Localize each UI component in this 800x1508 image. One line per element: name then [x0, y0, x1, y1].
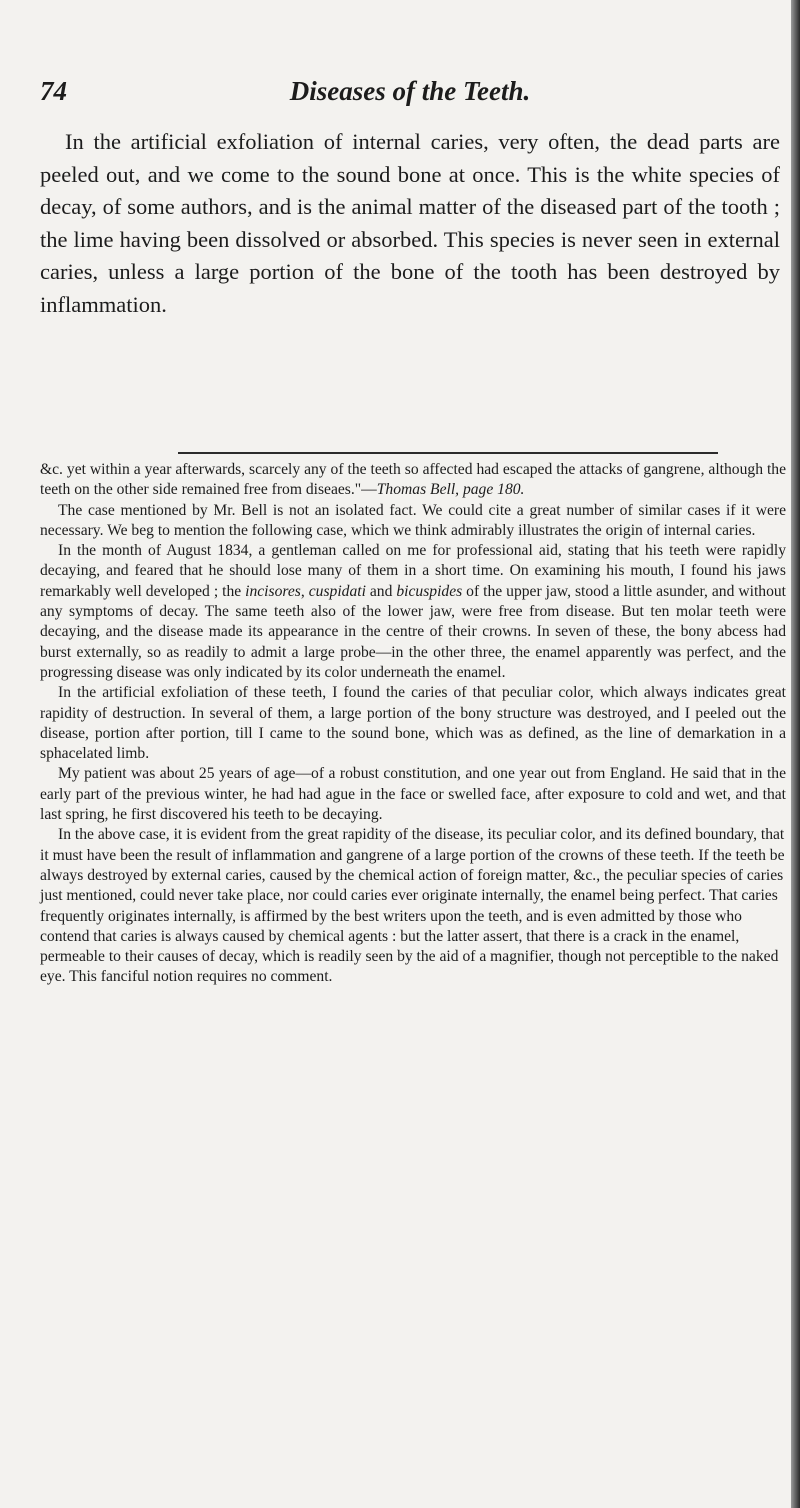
footnote-paragraph-6: In the above case, it is evident from the great rapidity of the disease, its peculiar color, and its defined boundary, that it must have been the result of inflammation and gangrene of a large portion of the crowns of these teeth. If the teeth be always destroyed by external caries, caused by the chemical action of foreign matter, &c., the peculiar species of caries just mentioned, could never take place, nor could caries ever originate internally, the enamel being perfect. That caries frequently originates internally, is affirmed by the best writers upon the teeth, and is even admitted by those who contend that caries is always caused by chemical agents : but the latter assert, that there is a crack in the enamel, permeable to their causes of decay, which is readily seen by the aid of a magnifier, though not perceptible to the naked eye. This fanciful notion requires no comment.	[40, 826, 785, 986]
footnote-divider	[178, 452, 718, 454]
footnote-text: of the upper jaw, stood a little asunder, and without any symptoms of decay. The same teeth also of the lower jaw, were free from disease. But ten molar teeth were decaying, and the disease made its appearance in the centre of their crowns. In seven of these, the bony abcess had burst externally, so as readily to admit a large probe—in the other three, the enamel apparently was perfect, and the progressing disease was only indicated by its color underneath the enamel.	[40, 582, 787, 681]
footnote-paragraph-2: The case mentioned by Mr. Bell is not an isolated fact. We could cite a great number of similar cases if it were necessary. We beg to mention the following case, which we think admirably illustrates the origin of internal caries.	[40, 501, 786, 539]
main-paragraph: In the artificial exfoliation of internal caries, very often, the dead parts are peeled out, and we come to the sound bone at once. This is the white species of decay, of some authors, and is the animal matter of the diseased part of the tooth ; the lime having been dissolved or absorbed. This species is never seen in external caries, unless a large portion of the bone of the tooth has been destroyed by inflammation.	[40, 129, 780, 317]
page-number: 74	[40, 76, 67, 106]
footnote-text: and	[365, 582, 397, 600]
footnote-citation: Thomas Bell, page 180.	[376, 481, 525, 499]
footnote-block	[40, 460, 786, 988]
footnote-paragraph-4: In the artificial exfoliation of these teeth, I found the caries of that peculiar color, which always indicates great rapidity of destruction. In several of them, a large portion of the bony structure was destroyed, and I peeled out the disease, portion after portion, till I came to the sound bone, which was as defined, as the line of demarkation in a sphacelated limb.	[40, 684, 786, 763]
footnote-quote: &c. yet within a year afterwards, scarcely any of the teeth so affected had escaped the attacks of gangrene, although the teeth on the other side remained free from diseaes."—	[40, 461, 786, 499]
running-title: Diseases of the Teeth.	[289, 76, 531, 106]
footnote-paragraph-1	[40, 460, 786, 501]
term-incisores: incisores	[245, 582, 301, 600]
footnote-paragraph-5: My patient was about 25 years of age—of a robust constitution, and one year out from England. He said that in the early part of the previous winter, he had had ague in the face or swelled face, after exposure to cold and wet, and that last spring, he first discovered his teeth to be decaying.	[40, 765, 786, 824]
footnote-text: ,	[300, 582, 309, 600]
term-bicuspides: bicuspides	[396, 582, 463, 600]
term-cuspidati: cuspidati	[308, 582, 366, 600]
footnote-text: In the month of August 1834, a gentleman called on me for professional aid, stating that his teeth were rapidly decaying, and feared that he should lose many of them in a short time. On examining his mouth, I found his jaws remarkably well developed ; the	[40, 542, 786, 600]
page-header	[40, 76, 780, 116]
footnote-paragraph-3	[40, 541, 786, 683]
page-edge-shadow	[791, 0, 800, 1508]
